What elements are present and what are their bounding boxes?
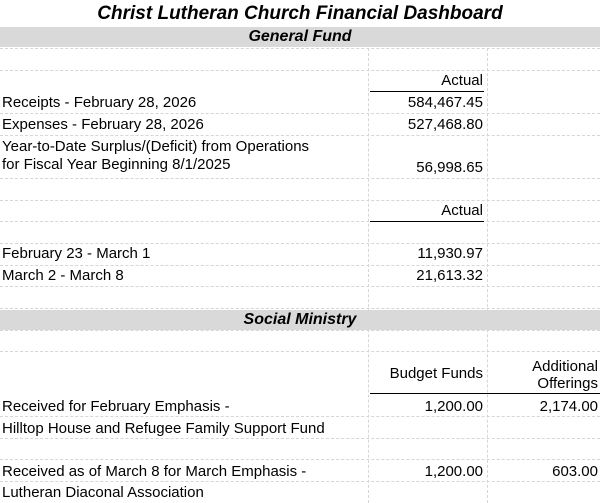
additional-offerings-value: 2,174.00 <box>539 398 598 415</box>
expenses-value: 527,468.80 <box>407 116 483 133</box>
gridline <box>0 243 600 244</box>
gridline <box>0 308 600 309</box>
header-underline <box>370 91 484 92</box>
weekly-actual-column-header: Actual <box>441 202 483 219</box>
gridline <box>0 221 600 222</box>
general-fund-heading: General Fund <box>0 27 600 47</box>
surplus-value: 56,998.65 <box>416 159 483 176</box>
gridline <box>0 481 600 482</box>
week-value: 11,930.97 <box>417 245 483 262</box>
expenses-label: Expenses - February 28, 2026 <box>2 116 204 133</box>
emphasis-label-line1: Received as of March 8 for March Emphasis - <box>2 463 307 480</box>
budget-funds-column-header: Budget Funds <box>389 365 483 382</box>
gridline <box>0 330 600 331</box>
gridline <box>0 178 600 179</box>
emphasis-label-line2: Lutheran Diaconal Association <box>2 484 204 501</box>
surplus-label-line1: Year-to-Date Surplus/(Deficit) from Operations <box>2 138 310 155</box>
gridline <box>0 459 600 460</box>
surplus-label-line2: for Fiscal Year Beginning 8/1/2025 <box>2 156 231 173</box>
gridline <box>0 48 600 49</box>
week-value: 21,613.32 <box>416 267 483 284</box>
gridline <box>0 70 600 71</box>
additional-offerings-value: 603.00 <box>552 463 598 480</box>
gridline <box>0 351 600 352</box>
gridline <box>0 265 600 266</box>
header-underline <box>370 393 600 394</box>
gridline <box>0 438 600 439</box>
gridline <box>0 286 600 287</box>
gridline <box>0 416 600 417</box>
social-ministry-heading: Social Ministry <box>0 310 600 330</box>
additional-column-header-line1: Additional <box>532 358 598 375</box>
dashboard-title: Christ Lutheran Church Financial Dashboard <box>97 3 503 24</box>
week-label: March 2 - March 8 <box>2 267 124 284</box>
receipts-label: Receipts - February 28, 2026 <box>2 94 197 111</box>
additional-column-header-line2: Offerings <box>537 375 598 392</box>
emphasis-label-line1: Received for February Emphasis - <box>2 398 230 415</box>
gridline <box>0 113 600 114</box>
actual-column-header: Actual <box>441 72 483 89</box>
gridline <box>487 48 488 503</box>
budget-funds-value: 1,200.00 <box>424 463 483 480</box>
gridline <box>0 135 600 136</box>
week-label: February 23 - March 1 <box>2 245 151 262</box>
emphasis-label-line2: Hilltop House and Refugee Family Support Fund <box>2 420 325 437</box>
receipts-value: 584,467.45 <box>407 94 483 111</box>
budget-funds-value: 1,200.00 <box>424 398 483 415</box>
gridline <box>368 48 369 503</box>
gridline <box>0 200 600 201</box>
header-underline <box>370 221 484 222</box>
